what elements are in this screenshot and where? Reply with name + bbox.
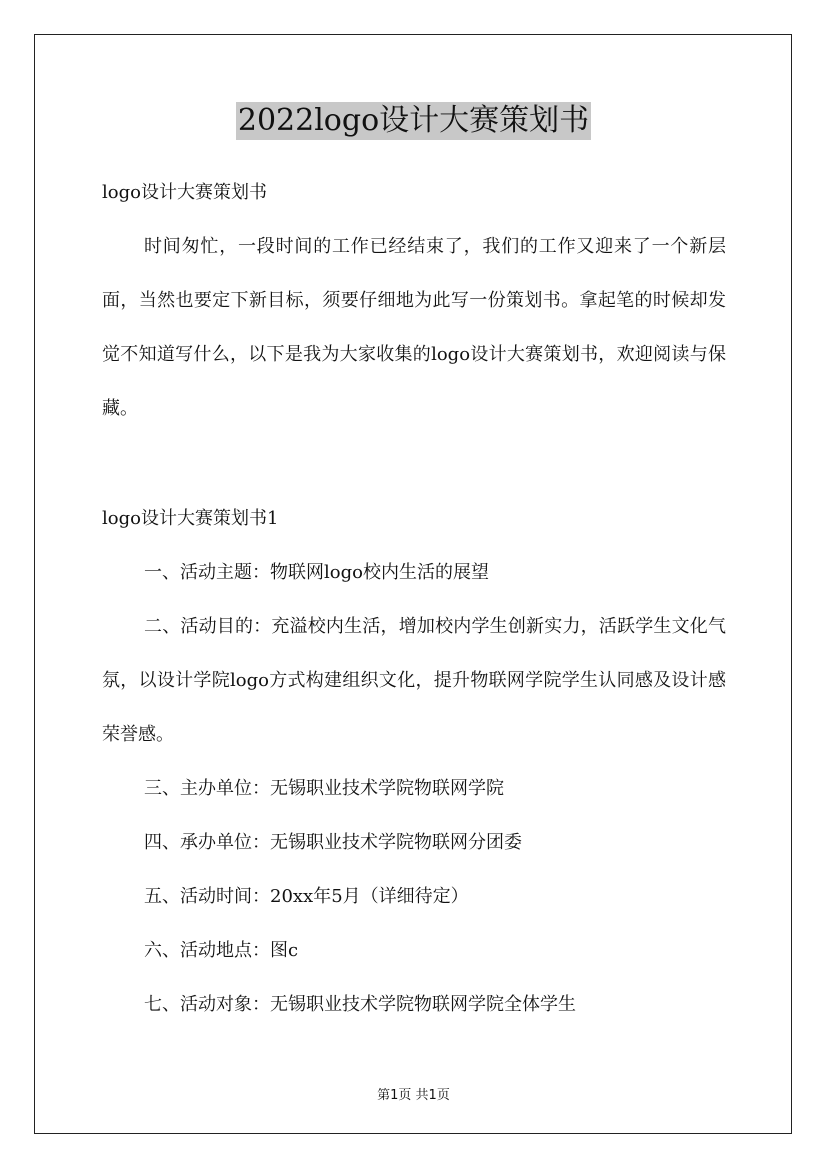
item-co-organizer: 四、承办单位：无锡职业技术学院物联网分团委 [144, 832, 522, 853]
item-purpose: 二、活动目的：充溢校内生活，增加校内学生创新实力，活跃学生文化气氛，以设计学院logo方式构建组织文化，提升物联网学院学生认同感及设计感荣誉感。 [102, 616, 726, 745]
page-footer: 第1页 共1页 [377, 1088, 450, 1103]
document-title: 2022logo设计大赛策划书 [237, 103, 590, 138]
title-container [0, 102, 827, 140]
item-organizer: 三、主办单位：无锡职业技术学院物联网学院 [144, 778, 504, 799]
section-heading: logo设计大赛策划书1 [102, 508, 279, 529]
intro-paragraph: 时间匆忙，一段时间的工作已经结束了，我们的工作又迎来了一个新层面，当然也要定下新目标，须要仔细地为此写一份策划书。拿起笔的时候却发觉不知道写什么，以下是我为大家收集的logo设计大赛策划书，欢迎阅读与保藏。 [102, 236, 726, 419]
section-1 [102, 492, 726, 1032]
document-body [102, 166, 726, 436]
item-audience: 七、活动对象：无锡职业技术学院物联网学院全体学生 [144, 994, 576, 1015]
item-theme: 一、活动主题：物联网logo校内生活的展望 [144, 562, 489, 583]
document-subtitle: logo设计大赛策划书 [102, 182, 267, 203]
item-location: 六、活动地点：图c [144, 940, 299, 961]
item-time: 五、活动时间：20xx年5月（详细待定） [144, 886, 469, 907]
